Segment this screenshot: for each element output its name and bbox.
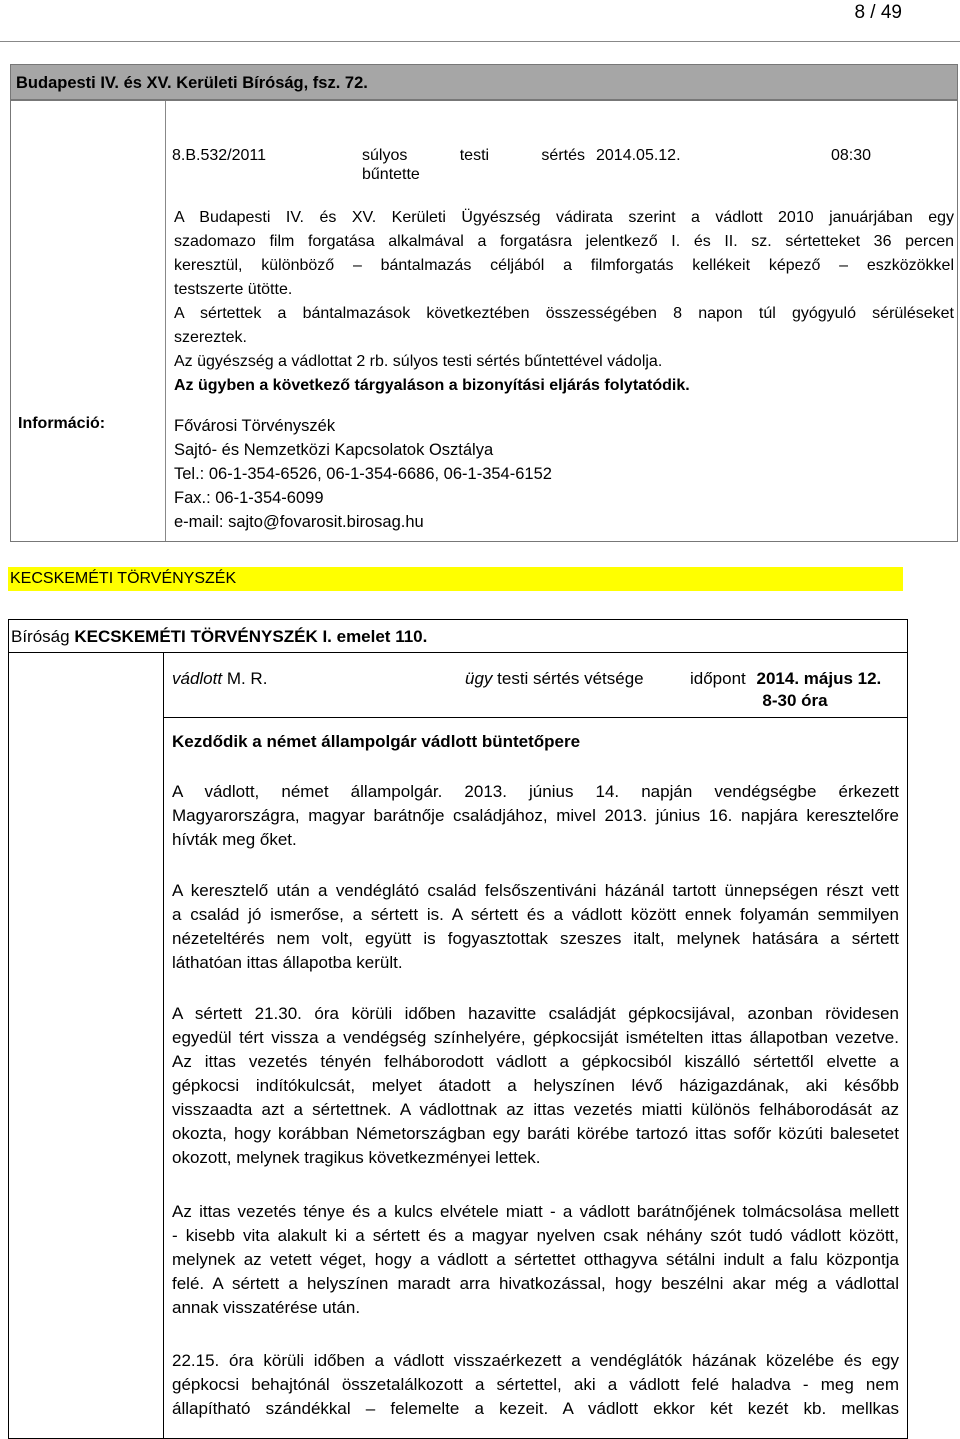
contact-dept: Sajtó- és Nemzetközi Kapcsolatok Osztálya [174,441,494,459]
desc-line: A Budapesti IV. és XV. Kerületi Ügyészség vádirata szerint a vádlott 2010 januárjában egy [174,209,954,226]
text-line: Az ittas vezetés ténye és a kulcs elvétele miatt - a vádlott barátnőjének tolmácsolása mellett [172,1202,899,1221]
contact-org: Fővárosi Törvényszék [174,417,336,435]
text-line: felé. A sértett a helyszínen maradt arra hivatkozással, hogy beszélni akar még a vádlottal [172,1274,899,1293]
column-divider [163,652,164,1438]
info-label: Információ: [18,415,106,432]
text-line: - kisebb vita alakult ki a sértett és a magyar nyelven csak néhány szót tudó vádlott között, [172,1226,899,1245]
time-cell [690,669,900,711]
desc-line: testszerte ütötte. [174,281,293,298]
row-divider [163,717,907,718]
text-line: A sértett 21.30. óra körüli időben hazavitte családját gépkocsijával, azonban rövidesen [172,1004,899,1023]
text-line: nézeteltérés nem volt, együtt is fogyasztottak szeszes italt, melynek hatására a sértett [172,929,899,948]
defendant-cell [172,669,267,689]
text-line: melynek az vetett véget, hogy a vádlott a sértettet otthagyva sétálni indult a falu központja [172,1250,899,1269]
hearing-time: 08:30 [831,147,872,164]
case-value: testi sértés vétsége [497,669,644,688]
text-line: állapítható szándékkal – felemelte a kezeit. A vádlott ekkor két kezét kb. mellkas [172,1399,899,1418]
court-label: Bíróság [11,627,70,646]
text-line: gépkocsi indítókulcsát, melyet átadott a helyszínen lévő házigazdának, aki később [172,1076,899,1095]
court-header-budapest: Budapesti IV. és XV. Kerületi Bíróság, fsz. 72. [10,64,958,100]
row-divider [9,652,907,653]
contact-email: e-mail: sajto@fovarosit.birosag.hu [174,513,424,531]
text-line: láthatóan ittas állapotba került. [172,953,403,972]
press-contact [174,414,552,534]
charge-line-2: bűntette [362,166,420,183]
desc-line: szadomazo film forgatása alkalmával a forgatásra jelentkező I. és II. sz. sértetteket 36 percen [174,233,954,250]
text-line: 22.15. óra körüli időben a vádlott visszaérkezett a vendéglátók házának közelébe és egy [172,1351,899,1370]
page-number: 8 / 49 [854,2,902,23]
paragraph-2 [172,879,899,975]
paragraph-1 [172,780,899,852]
hearing-note: Az ügyben a következő tárgyaláson a bizonyítási eljárás folytatódik. [174,377,690,394]
charge-cell [362,147,585,184]
time-value-date: 2014. május 12. [756,669,882,688]
text-line: Magyarországra, magyar barátnője családjához, mivel 2013. június 16. napjára keresztelőre [172,806,899,825]
text-line: okozott, melynek tragikus következményei lettek. [172,1148,541,1167]
contact-tel: Tel.: 06-1-354-6526, 06-1-354-6686, 06-1-354-6152 [174,465,552,483]
text-line: a család jó ismerőse, a sértett is. A sértett és a vádlott között ennek folyamán semmilyen [172,905,899,924]
defendant-value: M. R. [226,669,268,688]
header-rule [0,41,960,42]
paragraph-4 [172,1200,899,1320]
defendant-label: vádlott [172,669,223,688]
case-number: 8.B.532/2011 [172,147,267,164]
paragraph-3 [172,1002,899,1170]
injury-line: szereztek. [174,329,247,346]
desc-line: keresztül, különböző – bántalmazás céljából a filmforgatás kellékeit képező – eszközökkel [174,257,954,274]
text-line: annak visszatérése után. [172,1298,361,1317]
charge-statement: Az ügyészség a vádlottat 2 rb. súlyos testi sértés bűntettével vádolja. [174,353,663,370]
time-label: időpont [690,669,746,688]
case-description [174,206,954,398]
case-label: ügy [465,669,493,688]
text-line: okozta, hogy korábban Németországban egy baráti körébe tartozó ittas sofőr közúti balesetet [172,1124,899,1143]
paragraph-5 [172,1349,899,1421]
text-line: visszaadta azt a sértettnek. A vádlottnak az ittas vezetés miatti különös felháborodását az [172,1100,899,1119]
time-value-hour: 8-30 óra [762,691,828,710]
court-location-row [11,627,427,647]
injury-line: A sértettek a bántalmazások következtében összességében 8 napon túl gyógyuló sérüléseket [174,305,954,322]
charge-line-1: súlyos testi sértés [362,147,585,164]
text-line: A vádlott, német állampolgár. 2013. június 14. napján vendégségbe érkezett [172,782,899,801]
court-value: KECSKEMÉTI TÖRVÉNYSZÉK I. emelet 110. [74,627,428,646]
case-headline: Kezdődik a német állampolgár vádlott büntetőpere [172,732,581,751]
hearing-date: 2014.05.12. [596,147,681,164]
text-line: gépkocsi behajtónál összetalálkozott a sértettel, aki a vádlott felé haladva - meg nem [172,1375,899,1394]
text-line: A keresztelő után a vendéglátó család felsőszentiváni házánál tartott ünnepségen részt vett [172,881,899,900]
text-line: Az ittas vezetés tényén felháborodott vádlott a gépkocsiból kiszálló sértettől elvette a [172,1052,899,1071]
section-title-kecskemet: KECSKEMÉTI TÖRVÉNYSZÉK [8,567,903,591]
text-line: egyedül tért vissza a vendégség színhelyére, gépkocsiját ismételten ittas állapotban vezetve. [172,1028,899,1047]
case-cell [465,669,644,689]
contact-fax: Fax.: 06-1-354-6099 [174,489,324,507]
column-divider [165,101,166,541]
text-line: hívták meg őket. [172,830,297,849]
